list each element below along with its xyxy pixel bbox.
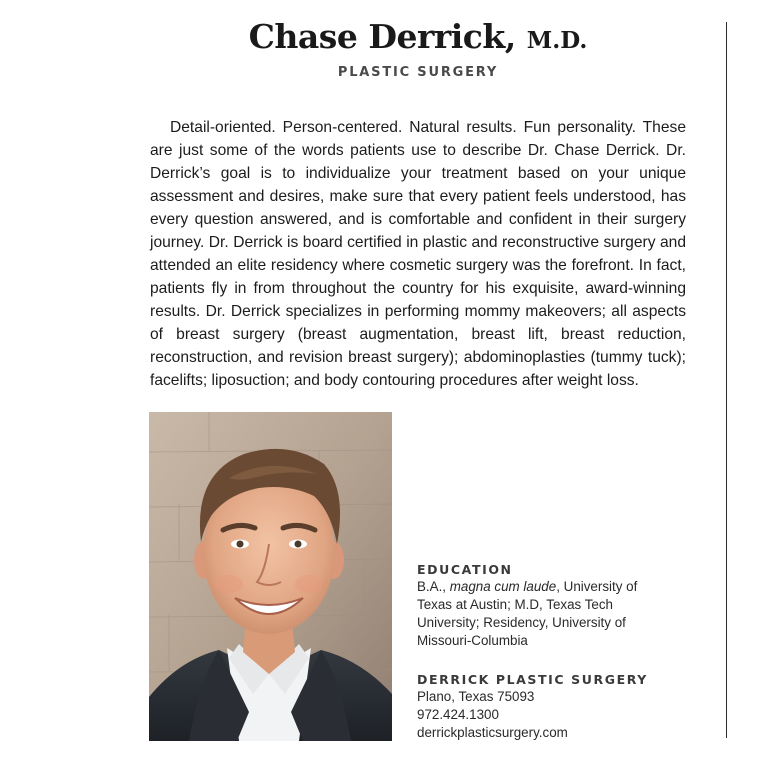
- education-honors: magna cum laude: [449, 579, 557, 594]
- doctor-portrait-photo: [149, 412, 392, 741]
- doctor-name-text: Chase Derrick,: [248, 17, 516, 56]
- bio-paragraph: Detail-oriented. Person-centered. Natural results. Fun personality. These are just some of the words patients use to describe Dr. Chase Derrick. Dr. Derrick’s goal is to individualize your treatment based on your unique assessment and desires, make sure that every patient feels understood, has every question answered, and is comfortable and confident in their surgery journey. Dr. Derrick is board certified in plastic and reconstructive surgery and attended an elite residency where cosmetic surgery was the forefront. In fact, patients fly in from throughout the country for his exquisite, award-winning results. Dr. Derrick specializes in performing mommy makeovers; all aspects of breast surgery (breast augmentation, breast lift, breast reduction, reconstruction, and revision breast surgery); abdominoplasties (tummy tuck); facelifts; liposuction; and body contouring procedures after weight loss.: [150, 119, 686, 389]
- practice-city: Plano, Texas 75093: [417, 689, 535, 704]
- education-heading: EDUCATION: [417, 562, 513, 577]
- practice-phone: 972.424.1300: [417, 707, 499, 722]
- profile-header: [150, 14, 686, 80]
- doctor-name: [150, 14, 686, 64]
- education-degree-rest: , University of Texas at Austin; M.D, Texas Tech University; Residency, University of Missouri-Columbia: [417, 579, 638, 648]
- practice-website: derrickplasticsurgery.com: [417, 725, 568, 740]
- column-divider: [726, 22, 727, 738]
- info-sidebar: [417, 561, 657, 742]
- practice-heading: DERRICK PLASTIC SURGERY: [417, 672, 648, 687]
- education-text: [417, 578, 657, 650]
- doctor-credential: M.D.: [526, 27, 588, 54]
- education-degree-prefix: B.A.,: [417, 579, 450, 594]
- specialty-label: PLASTIC SURGERY: [337, 65, 499, 80]
